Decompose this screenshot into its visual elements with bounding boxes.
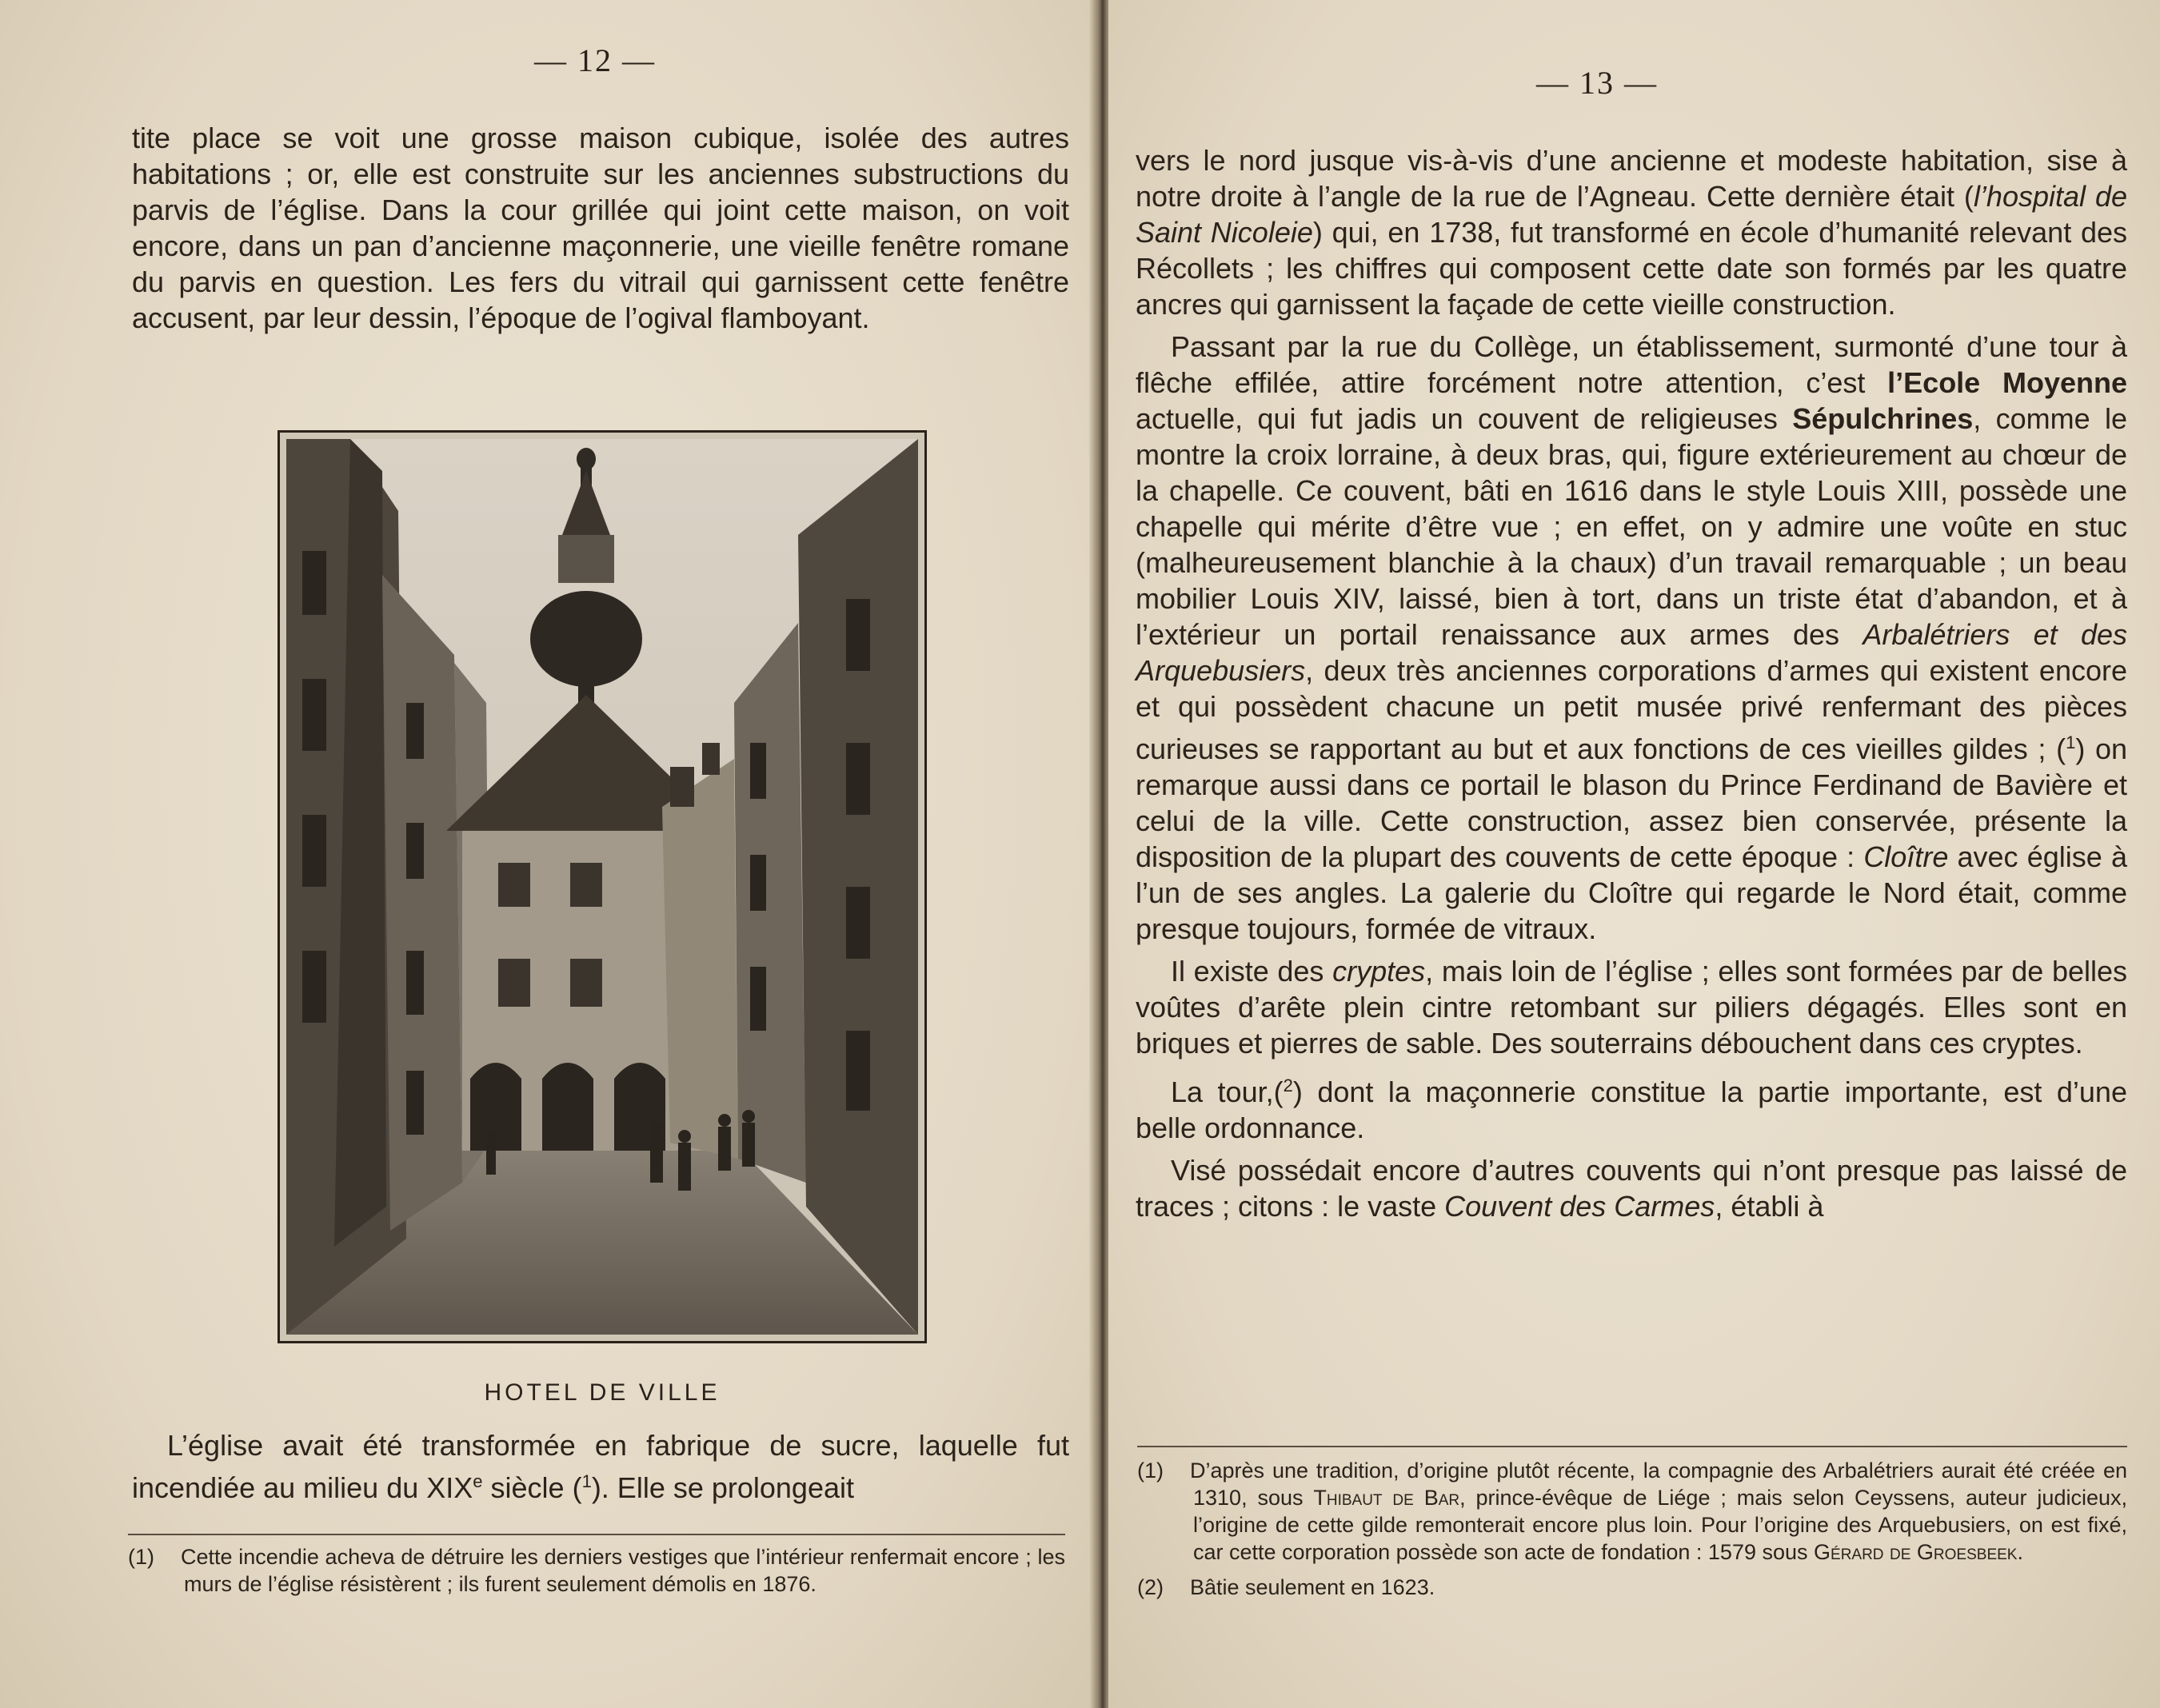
right-footnote-2-mark: (2) xyxy=(1137,1575,1164,1599)
left-footnote-1 xyxy=(128,1543,1065,1598)
page-number-left: — 12 — xyxy=(534,42,656,78)
right-p2-bold2: Sépulchrines xyxy=(1792,402,1974,435)
right-footnote-1 xyxy=(1137,1457,2127,1566)
left-paragraph-bottom-sup: e xyxy=(473,1471,483,1491)
right-p1-a: vers le nord jusque vis-à-vis d’une ancienne et modeste habitation, sise à notre droite à l’angle de la rue de l’Agneau. Cette dernière était ( xyxy=(1136,144,2127,213)
footnote-divider-right xyxy=(1137,1446,2127,1447)
left-paragraph-top xyxy=(132,120,1069,342)
right-p1-b: ) qui, en 1738, fut transformé en école d’humanité relevant des Récollets ; les chiffres qui composent cette date son formés par les quatre ancres qui garnissent la façade de cette vieille construction. xyxy=(1136,216,2127,321)
hotel-de-ville-illustration xyxy=(286,439,918,1335)
right-p4-b: ) dont la maçonnerie constitue la partie importante, est d’une belle ordonnance. xyxy=(1136,1075,2127,1144)
right-p5-b: , établi à xyxy=(1715,1190,1824,1223)
right-p2-e: ) on remarque aussi dans ce portail le blason du Prince Ferdinand de Bavière et celui de la ville. Cette construction, assez bien conservée, présente la disposition de la plupart des couvents de cette époque : xyxy=(1136,732,2127,873)
right-p2-d: , deux très anciennes corporations d’armes qui existent encore et qui possèdent chacune un petit musée privé renfermant des pièces curieuses se rapportant au but et aux fonctions de ces vieilles gildes ; ( xyxy=(1136,654,2127,765)
left-paragraph-bottom-a: L’église avait été transformée en fabrique de sucre, laquelle fut incendiée au milieu du XIX xyxy=(132,1429,1069,1504)
left-paragraph-top-text: tite place se voit une grosse maison cubique, isolée des autres habitations ; or, elle est construite sur les anciennes substructions du parvis de l’église. Dans la cour grillée qui joint cette maison, on voit encore, dans un pan d’ancienne maçonnerie, une vieille fenêtre romane du parvis en question. Les fers du vitrail qui garnissent cette fenêtre accusent, par leur dessin, l’époque de l’ogival flamboyant. xyxy=(132,122,1069,334)
left-footnote-1-text: Cette incendie acheva de détruire les derniers vestiges que l’intérieur renfermait encore ; les murs de l’église résistèrent ; ils furent seulement démolis en 1876. xyxy=(181,1545,1065,1596)
right-footnote-1-c: . xyxy=(2017,1540,2023,1564)
right-body xyxy=(1136,142,2127,1231)
right-p5-a: Visé possédait encore d’autres couvents qui n’ont presque pas laissé de traces ; citons : le vaste xyxy=(1136,1154,2127,1223)
right-p2-a: Passant par la rue du Collège, un établissement, surmonté d’une tour à flêche effilée, attire forcément notre attention, c’est xyxy=(1136,330,2127,399)
left-paragraph-bottom xyxy=(132,1427,1069,1512)
right-p2-f: avec église à l’un de ses angles. La galerie du Cloître qui regarde le Nord était, comme presque toujours, formée de vitraux. xyxy=(1136,840,2127,945)
right-footnotes xyxy=(1137,1457,2127,1609)
right-p2-b: actuelle, qui fut jadis un couvent de religieuses xyxy=(1136,402,1793,435)
right-footnote-1-mark: (1) xyxy=(1137,1459,1164,1483)
left-paragraph-bottom-b: siècle ( xyxy=(482,1471,582,1504)
right-footnote-2 xyxy=(1137,1574,2127,1601)
right-p2-italic: Arbalétriers et des Arquebusiers xyxy=(1136,618,2127,687)
footnote-divider-left xyxy=(128,1534,1065,1535)
figure-caption: HOTEL DE VILLE xyxy=(484,1379,721,1406)
right-p3-a: Il existe des xyxy=(1171,955,1333,988)
page-number-right: — 13 — xyxy=(1536,65,1658,101)
right-paragraph-3 xyxy=(1136,953,2127,1061)
footnote-ref-right-2: 2 xyxy=(1283,1075,1293,1095)
right-paragraph-4 xyxy=(1136,1068,2127,1146)
right-footnote-2-text: Bâtie seulement en 1623. xyxy=(1190,1575,1435,1599)
right-p5-italic: Couvent des Carmes xyxy=(1444,1190,1715,1223)
footnote-ref-right-1: 1 xyxy=(2066,732,2076,752)
right-p1-italic: l’hospital de Saint Nicoleie xyxy=(1136,180,2128,249)
right-footnote-1-b: , prince-évêque de Liége ; mais selon Ceyssens, auteur judicieux, l’origine de cette gilde remonterait encore plus loin. Pour l’origine des Arquebusiers, on est fixé, car cette corporation possède son acte de fondation : 1579 sous xyxy=(1193,1486,2127,1564)
right-p2-c: , comme le montre la croix lorraine, à deux bras, qui, figure extérieurement au chœur de la chapelle. Ce couvent, bâti en 1616 dans le style Louis XIII, possède une chapelle qui mérite d’être vue ; en effet, on y admire une voûte en stuc (malheureusement blanchie à la chaux) d’un travail remarquable ; un beau mobilier Louis XIV, laissé, bien à tort, dans un triste état d’abandon, et à l’extérieur un portail renaissance aux armes des xyxy=(1136,402,2127,651)
left-footnotes xyxy=(128,1543,1065,1606)
right-p3-b: , mais loin de l’église ; elles sont formées par de belles voûtes d’arête plein cintre retombant sur piliers dégagés. Elles sont en briques et pierres de sable. Des souterrains débouchent dans ces cryptes. xyxy=(1136,955,2128,1060)
right-footnote-1-a: D’après une tradition, d’origine plutôt récente, la compagnie des Arbalétriers aurait été créée en 1310, sous xyxy=(1190,1459,2127,1510)
left-footnote-1-mark: (1) xyxy=(128,1545,154,1569)
right-p2-italic2: Cloître xyxy=(1863,840,1949,873)
left-paragraph-bottom-c: ). Elle se prolongeait xyxy=(591,1471,854,1504)
right-footnote-1-name1: Thibaut de Bar xyxy=(1313,1486,1460,1510)
right-paragraph-2 xyxy=(1136,329,2127,947)
right-p4-a: La tour,( xyxy=(1171,1075,1284,1108)
hotel-de-ville-photo xyxy=(277,430,927,1343)
right-p2-bold: l’Ecole Moyenne xyxy=(1887,366,2127,399)
right-paragraph-5 xyxy=(1136,1152,2127,1224)
right-footnote-1-name2: Gérard de Groesbeek xyxy=(1814,1540,2018,1564)
right-page xyxy=(1108,0,2160,1708)
right-p3-italic: cryptes xyxy=(1332,955,1426,988)
right-paragraph-1 xyxy=(1136,142,2127,322)
footnote-ref-left-1: 1 xyxy=(581,1471,592,1491)
